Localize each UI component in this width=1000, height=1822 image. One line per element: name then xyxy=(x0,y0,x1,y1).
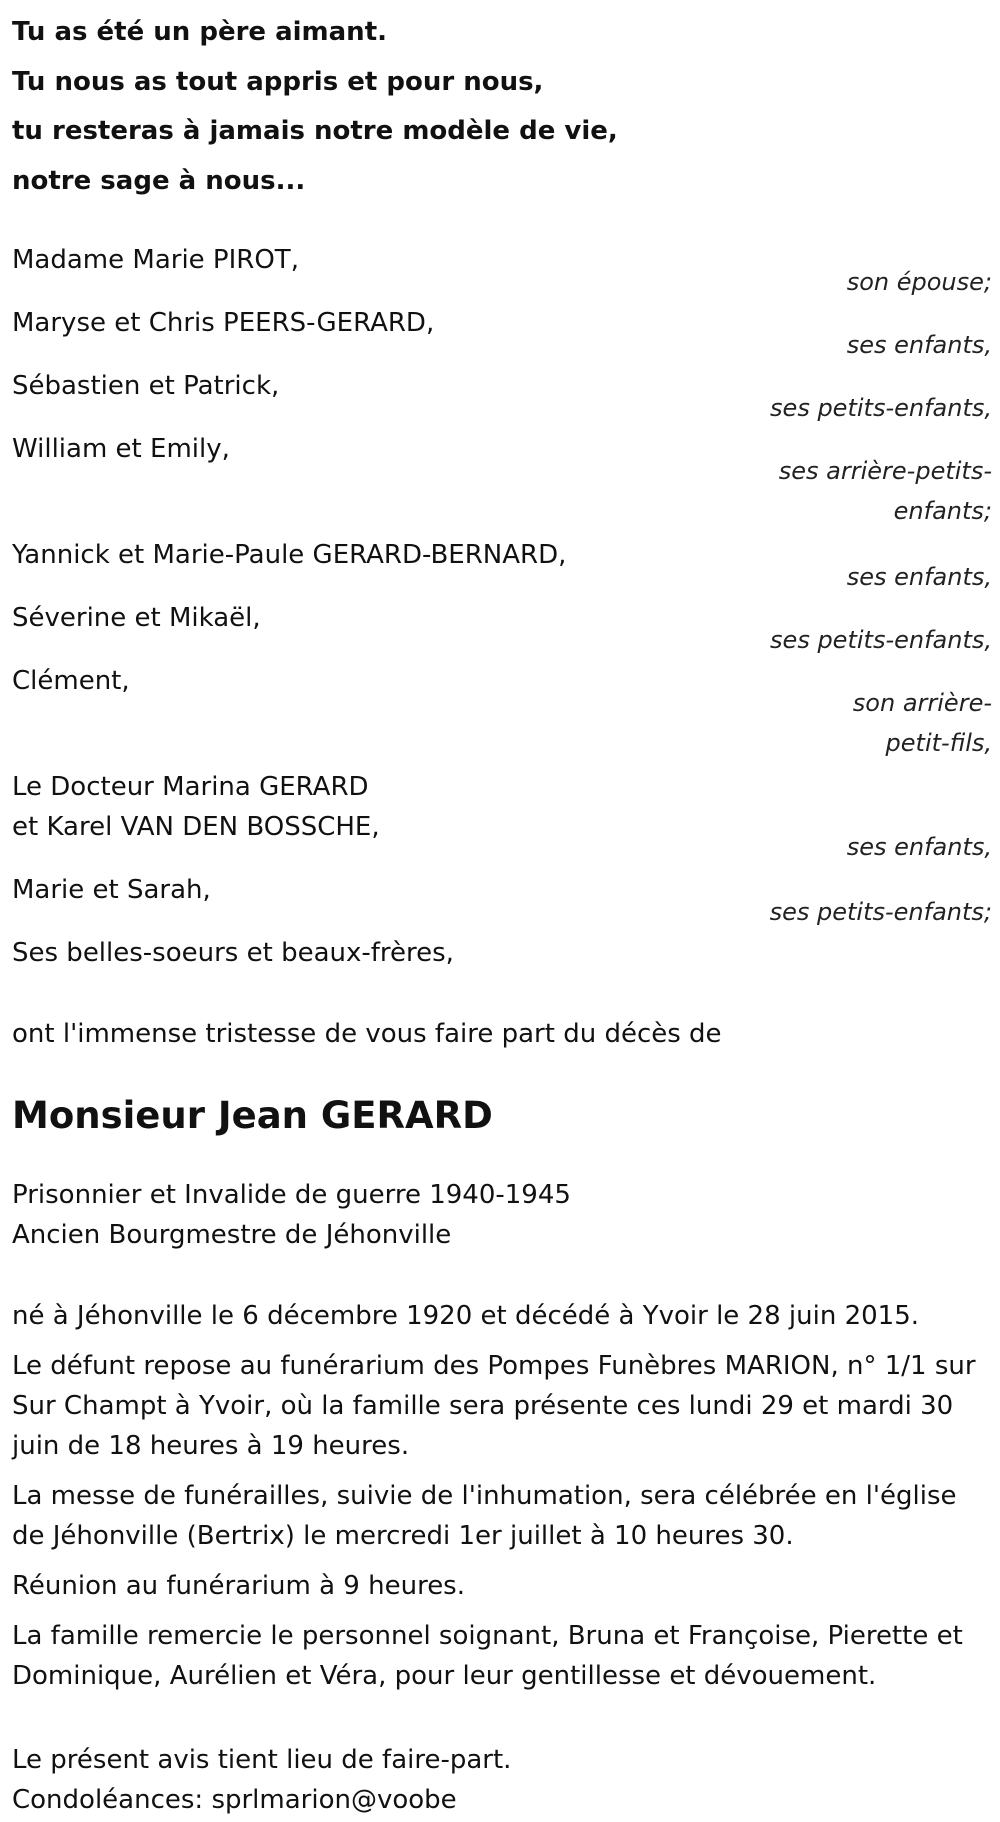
poem xyxy=(12,0,988,206)
closing xyxy=(12,1740,988,1820)
family-name: Ses belles-soeurs et beaux-frères, xyxy=(12,938,454,968)
family-names xyxy=(12,303,992,366)
poem-line: Tu as été un père aimant. xyxy=(12,17,387,47)
family-relation: ses petits-enfants, xyxy=(770,394,992,422)
family-row xyxy=(12,598,992,661)
detail-paragraph: Réunion au funérarium à 9 heures. xyxy=(12,1571,465,1601)
family-row xyxy=(12,303,992,366)
family-row xyxy=(12,661,992,767)
family-names xyxy=(12,767,992,870)
family-name: et Karel VAN DEN BOSSCHE, xyxy=(12,812,380,842)
poem-line: tu resteras à jamais notre modèle de vie, xyxy=(12,116,618,146)
family-row xyxy=(12,933,992,973)
detail-paragraph: La famille remercie le personnel soignant, Bruna et Françoise, Pierette et Dominique, Aurélien et Véra, pour leur gentillesse et dévouement. xyxy=(12,1621,963,1691)
condolences-line: Condoléances: sprlmarion@voobe xyxy=(12,1785,457,1815)
family-list xyxy=(12,240,992,973)
detail-paragraph: né à Jéhonville le 6 décembre 1920 et décédé à Yvoir le 28 juin 2015. xyxy=(12,1301,920,1331)
family-names xyxy=(12,933,992,973)
family-name: Le Docteur Marina GERARD xyxy=(12,772,369,802)
closing-line: Le présent avis tient lieu de faire-part. xyxy=(12,1745,512,1775)
poem-line: notre sage à nous... xyxy=(12,165,306,196)
family-row xyxy=(12,535,992,598)
family-names xyxy=(12,240,992,303)
family-name: Séverine et Mikaël, xyxy=(12,603,261,633)
family-relation: ses arrière-petits-enfants; xyxy=(778,457,992,525)
family-row xyxy=(12,870,992,933)
family-relation: ses enfants, xyxy=(846,563,992,591)
family-name: Yannick et Marie-Paule GERARD-BERNARD, xyxy=(12,540,567,570)
family-name: Madame Marie PIROT, xyxy=(12,245,299,275)
family-row xyxy=(12,366,992,429)
details xyxy=(12,1296,988,1696)
family-row xyxy=(12,429,992,535)
poem-line: Tu nous as tout appris et pour nous, xyxy=(12,66,544,97)
family-name: Sébastien et Patrick, xyxy=(12,371,280,401)
detail-paragraph: La messe de funérailles, suivie de l'inhumation, sera célébrée en l'église de Jéhonville (Bertrix) le mercredi 1er juillet à 10 heures 30. xyxy=(12,1481,957,1551)
family-relation: ses enfants, xyxy=(846,331,992,359)
family-names xyxy=(12,535,992,598)
title-line: Prisonnier et Invalide de guerre 1940-1945 xyxy=(12,1180,571,1210)
family-relation: ses enfants, xyxy=(846,833,992,861)
title-line: Ancien Bourgmestre de Jéhonville xyxy=(12,1220,452,1250)
family-relation: son arrière-petit-fils, xyxy=(852,689,992,757)
announcement: ont l'immense tristesse de vous faire part du décès de xyxy=(12,1019,722,1049)
detail-paragraph: Le défunt repose au funérarium des Pompes Funèbres MARION, n° 1/1 sur Sur Champt à Yvoir, où la famille sera présente ces lundi 29 et mardi 30 juin de 18 heures à 19 heures. xyxy=(12,1351,976,1461)
family-relation: ses petits-enfants, xyxy=(770,626,992,654)
family-relation: son épouse; xyxy=(846,268,992,296)
family-relation: ses petits-enfants; xyxy=(769,898,992,926)
family-row xyxy=(12,767,992,870)
family-name: Marie et Sarah, xyxy=(12,875,211,905)
family-name: Maryse et Chris PEERS-GERARD, xyxy=(12,308,435,338)
deceased-titles xyxy=(12,1175,988,1255)
deceased-name: Monsieur Jean GERARD xyxy=(12,1094,493,1137)
family-row xyxy=(12,240,992,303)
family-name: William et Emily, xyxy=(12,434,230,464)
family-name: Clément, xyxy=(12,666,130,696)
